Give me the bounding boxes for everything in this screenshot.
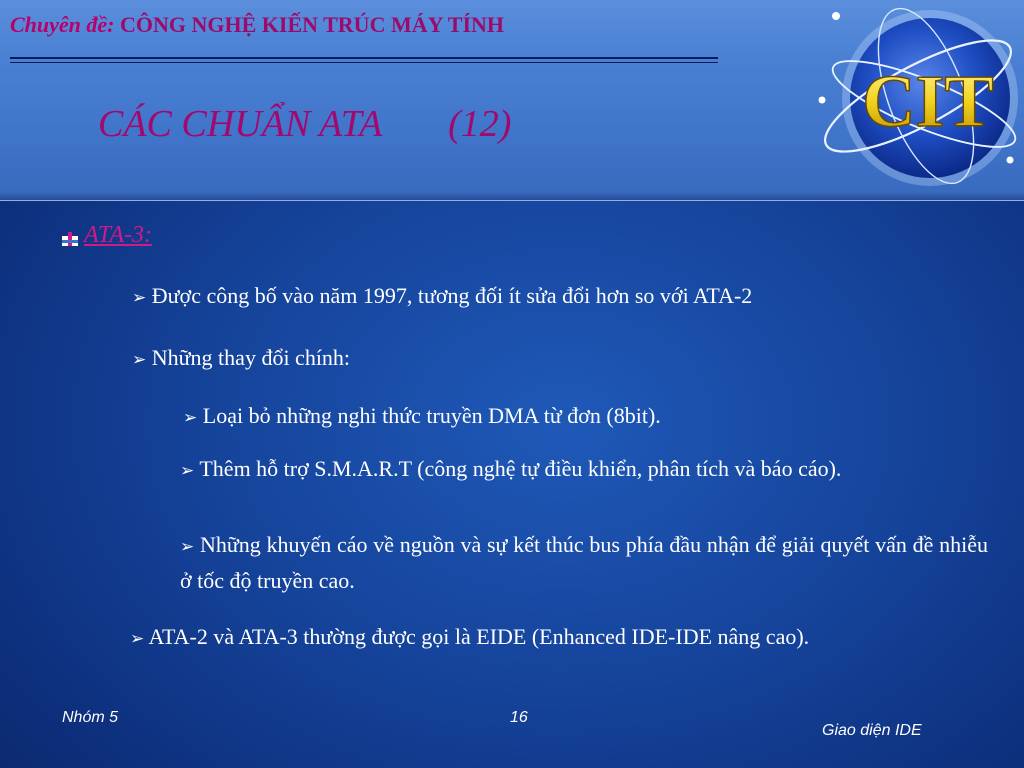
logo-star — [832, 12, 840, 20]
arrow-bullet-icon: ➢ — [132, 288, 147, 308]
cit-logo — [800, 0, 1024, 200]
logo-star — [819, 97, 826, 104]
sub-bullet-1 — [183, 399, 989, 435]
topic-title: CÔNG NGHỆ KIẾN TRÚC MÁY TÍNH — [120, 12, 505, 37]
bullet-1 — [132, 279, 992, 315]
arrow-bullet-icon: ➢ — [180, 537, 195, 557]
logo-text: CIT — [862, 61, 994, 143]
bullet-text: ATA-2 và ATA-3 thường được gọi là EIDE (Enhanced IDE-IDE nâng cao). — [148, 624, 810, 649]
header-rule — [10, 57, 718, 59]
slide-title: CÁC CHUẨN ATA (12) — [98, 103, 512, 145]
bullet-text: Được công bố vào năm 1997, tương đối ít sửa đổi hơn so với ATA-2 — [151, 283, 753, 308]
sub-bullet-text: Những khuyến cáo về nguồn và sự kết thúc bus phía đầu nhận để giải quyết vấn đề nhiễu ở tốc độ truyền cao. — [180, 532, 988, 593]
arrow-bullet-icon: ➢ — [180, 461, 195, 481]
footer-topic: Giao diện IDE — [822, 722, 922, 739]
sub-bullet-3 — [180, 528, 988, 598]
topic-prefix: Chuyên đề: — [10, 12, 115, 37]
arrow-bullet-icon: ➢ — [183, 408, 198, 428]
sub-bullet-text: Thêm hỗ trợ S.M.A.R.T (công nghệ tự điều khiển, phân tích và báo cáo). — [199, 456, 842, 481]
header-rule-thin — [10, 62, 718, 63]
topic-line — [10, 12, 504, 38]
sub-bullet-text: Loại bỏ những nghi thức truyền DMA từ đơn (8bit). — [202, 403, 661, 428]
sub-bullet-2 — [180, 452, 988, 488]
arrow-bullet-icon: ➢ — [132, 350, 147, 370]
slide-header — [0, 0, 1024, 201]
logo-star — [1007, 157, 1014, 164]
bullet-3 — [130, 620, 988, 656]
bullet-text: Những thay đổi chính: — [151, 345, 351, 370]
footer-group: Nhóm 5 — [62, 709, 119, 726]
footer-page-number: 16 — [510, 709, 528, 726]
section-heading: ATA-3: — [84, 222, 152, 248]
arrow-bullet-icon: ➢ — [130, 629, 145, 649]
section-bullet-icon — [62, 232, 78, 246]
bullet-2 — [132, 341, 992, 377]
